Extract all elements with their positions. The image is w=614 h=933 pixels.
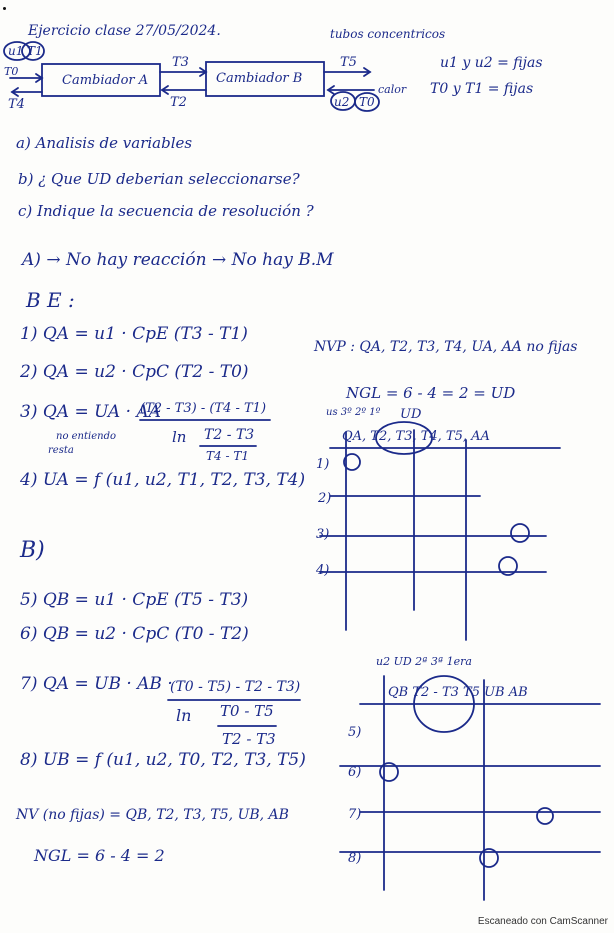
matrix-b-tags: u2 UD 2ª 3ª 1era	[376, 655, 472, 668]
part-b-heading: B)	[20, 538, 45, 563]
matrix-b-row-6: 6)	[348, 765, 362, 780]
equation-3-note: no entiendo	[56, 431, 116, 442]
ngl-b: NGL = 6 - 4 = 2	[34, 846, 165, 865]
cambiador-a-label: Cambiador A	[62, 73, 149, 88]
fixed-flows-note: u1 y u2 = fijas	[440, 55, 543, 71]
equation-7-numerator: (T0 - T5) - T2 - T3)	[170, 679, 301, 695]
matrix-b-row-5: 5)	[348, 725, 362, 740]
matrix-b-columns: QB T2 - T3 T5 UB AB	[388, 685, 528, 700]
exercise-title: Ejercicio clase 27/05/2024.	[28, 23, 221, 39]
equation-5: 5) QB = u1 · CpE (T5 - T3)	[20, 590, 249, 610]
t3-label: T3	[172, 55, 189, 70]
equation-3-den-bot: T4 - T1	[206, 449, 249, 463]
part-a-heading: A) → No hay reacción → No hay B.M	[22, 250, 334, 270]
t0-label: T0	[359, 95, 375, 109]
scanner-watermark: Escaneado con CamScanner	[477, 916, 608, 927]
equation-3-note2: resta	[48, 445, 74, 456]
matrix-b-row-7: 7)	[348, 807, 362, 822]
equation-7-den-bot: T2 - T3	[222, 730, 276, 748]
inlet-temp-label: T1	[27, 44, 43, 58]
question-a: a) Analisis de variables	[16, 134, 193, 152]
matrix-a-row-3: 3)	[316, 527, 330, 542]
calor-label: calor	[378, 83, 407, 96]
cambiador-b-label: Cambiador B	[216, 71, 303, 86]
outlet-left-label: T4	[8, 97, 25, 112]
equation-7-ln: ln	[176, 706, 192, 725]
matrix-a-row-4: 4)	[316, 563, 330, 578]
equation-3-den-top: T2 - T3	[204, 427, 255, 443]
matrix-a-row-2: 2)	[318, 491, 332, 506]
matrix-a-columns: QA, T2, T3, T4, T5, AA	[342, 429, 490, 444]
u2-label: u2	[334, 95, 350, 109]
equation-7-den-top: T0 - T5	[220, 702, 274, 720]
equation-4: 4) UA = f (u1, u2, T1, T2, T3, T4)	[20, 470, 306, 490]
matrix-a-ud-label: UD	[400, 407, 422, 422]
tubes-note: tubos concentricos	[330, 27, 446, 41]
equation-1: 1) QA = u1 · CpE (T3 - T1)	[20, 324, 248, 344]
t2-label: T2	[170, 95, 187, 110]
inlet-flow-label: u1	[8, 44, 24, 58]
equation-3-lhs: 3) QA = UA · AA	[20, 402, 161, 422]
nv-list-b: NV (no fijas) = QB, T2, T3, T5, UB, AB	[16, 807, 289, 823]
nvp-list: NVP : QA, T2, T3, T4, UA, AA no fijas	[314, 339, 578, 355]
inlet-arrow-label: T0	[4, 65, 19, 78]
equation-7-lhs: 7) QA = UB · AB ·	[20, 674, 173, 694]
t5-label: T5	[340, 55, 357, 70]
ngl-a: NGL = 6 - 4 = 2 = UD	[346, 384, 516, 402]
matrix-a-tags: us 3º 2º 1º	[326, 407, 381, 418]
question-c: c) Indique la secuencia de resolución ?	[18, 202, 314, 220]
question-b: b) ¿ Que UD deberian seleccionarse?	[18, 170, 300, 188]
equation-2: 2) QA = u2 · CpC (T2 - T0)	[20, 362, 249, 382]
equation-3-ln: ln	[172, 428, 187, 446]
equation-3-numerator: (T2 - T3) - (T4 - T1)	[140, 401, 267, 416]
be-heading: B E :	[26, 288, 75, 312]
matrix-a-row-1: 1)	[316, 457, 330, 472]
equation-6: 6) QB = u2 · CpC (T0 - T2)	[20, 624, 249, 644]
fixed-temps-note: T0 y T1 = fijas	[430, 81, 534, 97]
matrix-b-row-8: 8)	[348, 851, 362, 866]
equation-8: 8) UB = f (u1, u2, T0, T2, T3, T5)	[20, 750, 306, 770]
